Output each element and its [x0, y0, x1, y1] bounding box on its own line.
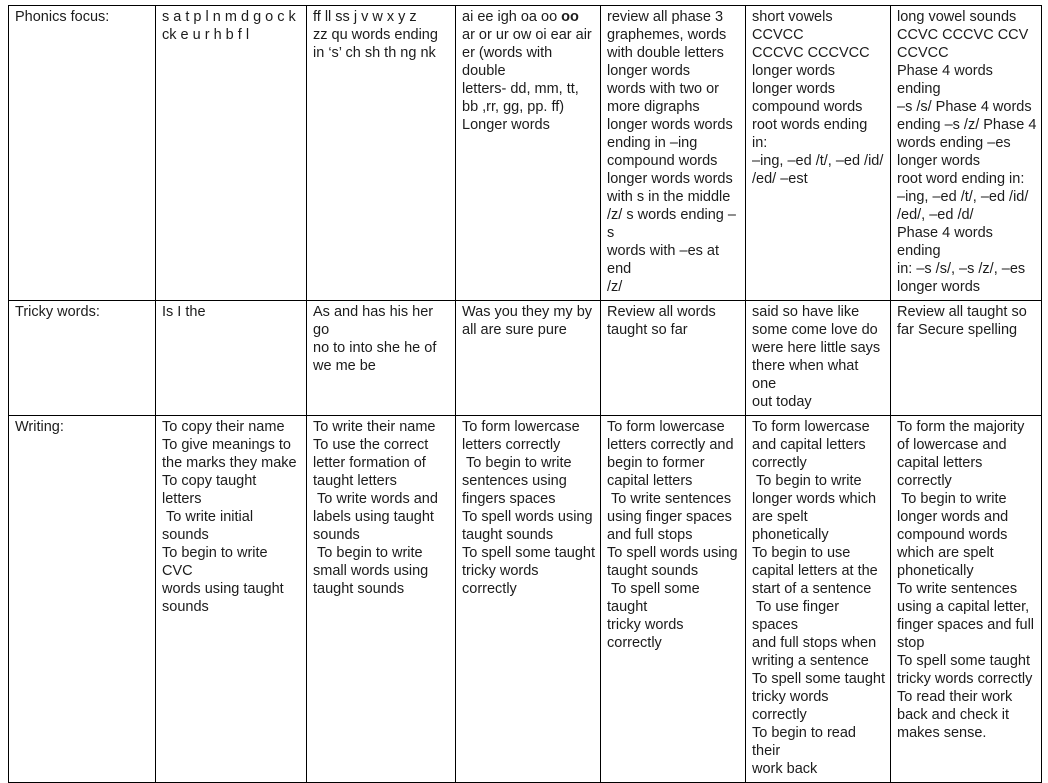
cell-line: To begin to write	[752, 473, 862, 489]
cell-line: labels using taught	[313, 509, 434, 525]
cell-line: root words ending in:	[752, 117, 872, 151]
cell-line: Phase 4 words ending	[897, 225, 997, 259]
cell-line: and full stops when	[752, 635, 877, 651]
cell-line: out today	[752, 394, 812, 410]
table-cell-phonics-6	[891, 6, 1042, 301]
cell-line: with double letters	[607, 45, 724, 61]
cell-line: To use finger spaces	[752, 599, 844, 633]
table-cell-writing-3	[456, 416, 601, 783]
cell-line: letter formation of	[313, 455, 426, 471]
cell-line: As and has his her go	[313, 304, 438, 338]
cell-line: sounds	[162, 599, 209, 615]
cell-line: To give meanings to	[162, 437, 291, 453]
cell-line: /ed/, –ed /d/	[897, 207, 974, 223]
cell-line: taught sounds	[313, 581, 405, 597]
cell-line: CCVC CCCVC CCV	[897, 27, 1029, 43]
table-row-phonics	[9, 6, 1042, 301]
row-label-text: Writing:	[15, 419, 64, 435]
cell-line: Review all taught so	[897, 304, 1027, 320]
cell-line: Review all words	[607, 304, 716, 320]
cell-line: in ‘s’ ch sh th ng nk	[313, 45, 436, 61]
table-cell-phonics-2	[307, 6, 456, 301]
cell-line: letters- dd, mm, tt,	[462, 81, 579, 97]
cell-line: using finger spaces	[607, 509, 732, 525]
row-label-text: Tricky words:	[15, 304, 100, 320]
cell-line: begin to former	[607, 455, 705, 471]
cell-line: sentences using	[462, 473, 567, 489]
cell-line: longer words	[897, 279, 981, 295]
row-label-tricky	[9, 301, 156, 416]
table-cell-tricky-6	[891, 301, 1042, 416]
cell-line: To begin to write	[897, 491, 1007, 507]
table-cell-writing-2	[307, 416, 456, 783]
cell-line: words with two or	[607, 81, 720, 97]
table-cell-tricky-2	[307, 301, 456, 416]
cell-line: ai ee igh oa oo oo	[462, 9, 579, 25]
cell-line: words ending –es	[897, 135, 1011, 151]
cell-line: longer words	[752, 63, 836, 79]
cell-line: longer words words	[607, 171, 733, 187]
cell-line: words using taught	[162, 581, 284, 597]
cell-line: work back	[752, 761, 818, 777]
cell-line: –s /s/ Phase 4 words	[897, 99, 1032, 115]
cell-line: To form lowercase	[607, 419, 725, 435]
cell-line: To use the correct	[313, 437, 429, 453]
cell-line: more digraphs	[607, 99, 700, 115]
cell-line: correctly	[897, 473, 952, 489]
cell-line: –ing, –ed /t/, –ed /id/	[897, 189, 1029, 205]
cell-line: longer words words	[607, 117, 733, 133]
cell-line: To form the majority	[897, 419, 1025, 435]
cell-line: To spell some taught	[752, 671, 885, 687]
cell-line: words with –es at end	[607, 243, 724, 277]
table-row-writing	[9, 416, 1042, 783]
cell-line: CCCVC CCCVCC	[752, 45, 870, 61]
curriculum-table-body	[9, 6, 1042, 783]
cell-line: sounds	[162, 527, 209, 543]
table-cell-writing-4	[601, 416, 746, 783]
cell-line: taught letters	[313, 473, 397, 489]
cell-line: some come love do	[752, 322, 878, 338]
cell-line: the marks they make	[162, 455, 297, 471]
cell-line: bb ,rr, gg, pp. ff)	[462, 99, 565, 115]
cell-line: taught sounds	[607, 563, 699, 579]
cell-line: longer words	[752, 81, 836, 97]
cell-line: graphemes, words	[607, 27, 727, 43]
cell-line: compound words	[752, 99, 863, 115]
table-cell-tricky-3	[456, 301, 601, 416]
cell-line: letters correctly and	[607, 437, 734, 453]
cell-line: capital letters	[897, 455, 983, 471]
cell-line: far Secure spelling	[897, 322, 1018, 338]
cell-line: –ing, –ed /t/, –ed /id/	[752, 153, 884, 169]
cell-line: ff ll ss j v w x y z	[313, 9, 417, 25]
cell-line: taught sounds	[462, 527, 554, 543]
cell-line: tricky words correctly	[462, 563, 543, 597]
cell-line: phonetically	[897, 563, 974, 579]
cell-line: To begin to write	[462, 455, 572, 471]
cell-line: said so have like	[752, 304, 860, 320]
cell-line: review all phase 3	[607, 9, 724, 25]
cell-line: ending –s /z/ Phase 4	[897, 117, 1037, 133]
cell-line: To begin to use	[752, 545, 851, 561]
row-label-text: Phonics focus:	[15, 9, 110, 25]
table-cell-writing-1	[156, 416, 307, 783]
cell-line: To read their work	[897, 689, 1013, 705]
cell-line: To write words and	[313, 491, 438, 507]
cell-line: small words using	[313, 563, 429, 579]
table-row-tricky	[9, 301, 1042, 416]
cell-line: no to into she he of	[313, 340, 437, 356]
table-cell-writing-5	[746, 416, 891, 783]
cell-line: Longer words	[462, 117, 550, 133]
cell-line: Is I the	[162, 304, 206, 320]
cell-line: To spell words using	[607, 545, 738, 561]
cell-line: ending in –ing	[607, 135, 698, 151]
cell-line: Was you they my by	[462, 304, 593, 320]
cell-line: are spelt phonetically	[752, 509, 829, 543]
cell-line: To spell some taught	[897, 653, 1030, 669]
cell-line: compound words	[607, 153, 718, 169]
cell-line: compound words	[897, 527, 1008, 543]
cell-line: longer words	[897, 153, 981, 169]
table-cell-phonics-4	[601, 6, 746, 301]
cell-line: zz qu words ending	[313, 27, 438, 43]
cell-line: start of a sentence	[752, 581, 872, 597]
cell-line: we me be	[313, 358, 376, 374]
table-cell-phonics-5	[746, 6, 891, 301]
cell-line: er (words with double	[462, 45, 557, 79]
cell-line: long vowel sounds	[897, 9, 1017, 25]
table-cell-phonics-3	[456, 6, 601, 301]
cell-line: makes sense.	[897, 725, 987, 741]
cell-line: letters correctly	[462, 437, 561, 453]
cell-line: back and check it	[897, 707, 1010, 723]
table-cell-tricky-4	[601, 301, 746, 416]
cell-line: using a capital letter,	[897, 599, 1030, 615]
cell-line: /ed/ –est	[752, 171, 808, 187]
cell-line: /z/ s words ending –s	[607, 207, 736, 241]
cell-line: there when what one	[752, 358, 863, 392]
row-label-writing	[9, 416, 156, 783]
cell-line: CCVCC	[897, 45, 949, 61]
cell-line: which are spelt	[897, 545, 994, 561]
cell-line: longer words	[607, 63, 691, 79]
cell-line: capital letters	[607, 473, 693, 489]
cell-line: short vowels CCVCC	[752, 9, 837, 43]
cell-line: and full stops	[607, 527, 693, 543]
cell-line: longer words which	[752, 491, 877, 507]
table-cell-writing-6	[891, 416, 1042, 783]
cell-line: To form lowercase	[752, 419, 870, 435]
cell-line: letters	[162, 491, 202, 507]
cell-line: To spell some taught	[462, 545, 595, 561]
cell-line: To write initial	[162, 509, 254, 525]
cell-line: tricky words correctly	[607, 617, 688, 651]
cell-line: ck e u r h b f l	[162, 27, 250, 43]
table-cell-phonics-1	[156, 6, 307, 301]
cell-line: To write their name	[313, 419, 436, 435]
cell-line: were here little says	[752, 340, 881, 356]
cell-line: To begin to write CVC	[162, 545, 272, 579]
cell-line: s a t p l n m d g o c k	[162, 9, 296, 25]
cell-line: To begin to read their	[752, 725, 861, 759]
cell-line: all are sure pure	[462, 322, 567, 338]
table-cell-tricky-5	[746, 301, 891, 416]
curriculum-table	[8, 5, 1042, 783]
cell-line: tricky words correctly	[897, 671, 1033, 687]
cell-line: To write sentences	[897, 581, 1018, 597]
row-label-phonics	[9, 6, 156, 301]
cell-line: fingers spaces	[462, 491, 556, 507]
cell-line: correctly	[752, 455, 807, 471]
cell-line: writing a sentence	[752, 653, 869, 669]
cell-line: of lowercase and	[897, 437, 1007, 453]
cell-line: taught so far	[607, 322, 688, 338]
cell-line: To spell some taught	[607, 581, 704, 615]
cell-line: To spell words using	[462, 509, 593, 525]
cell-line: with s in the middle	[607, 189, 731, 205]
cell-line: To form lowercase	[462, 419, 580, 435]
cell-line: finger spaces and full	[897, 617, 1035, 633]
cell-line: To copy taught	[162, 473, 257, 489]
cell-line: longer words and	[897, 509, 1009, 525]
cell-line: To write sentences	[607, 491, 732, 507]
cell-line: /z/	[607, 279, 623, 295]
cell-line: ar or ur ow oi ear air	[462, 27, 592, 43]
cell-line: capital letters at the	[752, 563, 878, 579]
cell-line: root word ending in:	[897, 171, 1025, 187]
cell-line: Phase 4 words ending	[897, 63, 997, 97]
cell-line: in: –s /s/, –s /z/, –es	[897, 261, 1026, 277]
cell-line: stop	[897, 635, 925, 651]
cell-line: tricky words correctly	[752, 689, 833, 723]
cell-line: and capital letters	[752, 437, 866, 453]
table-cell-tricky-1	[156, 301, 307, 416]
cell-line: sounds	[313, 527, 360, 543]
cell-line: To begin to write	[313, 545, 423, 561]
cell-line: To copy their name	[162, 419, 285, 435]
